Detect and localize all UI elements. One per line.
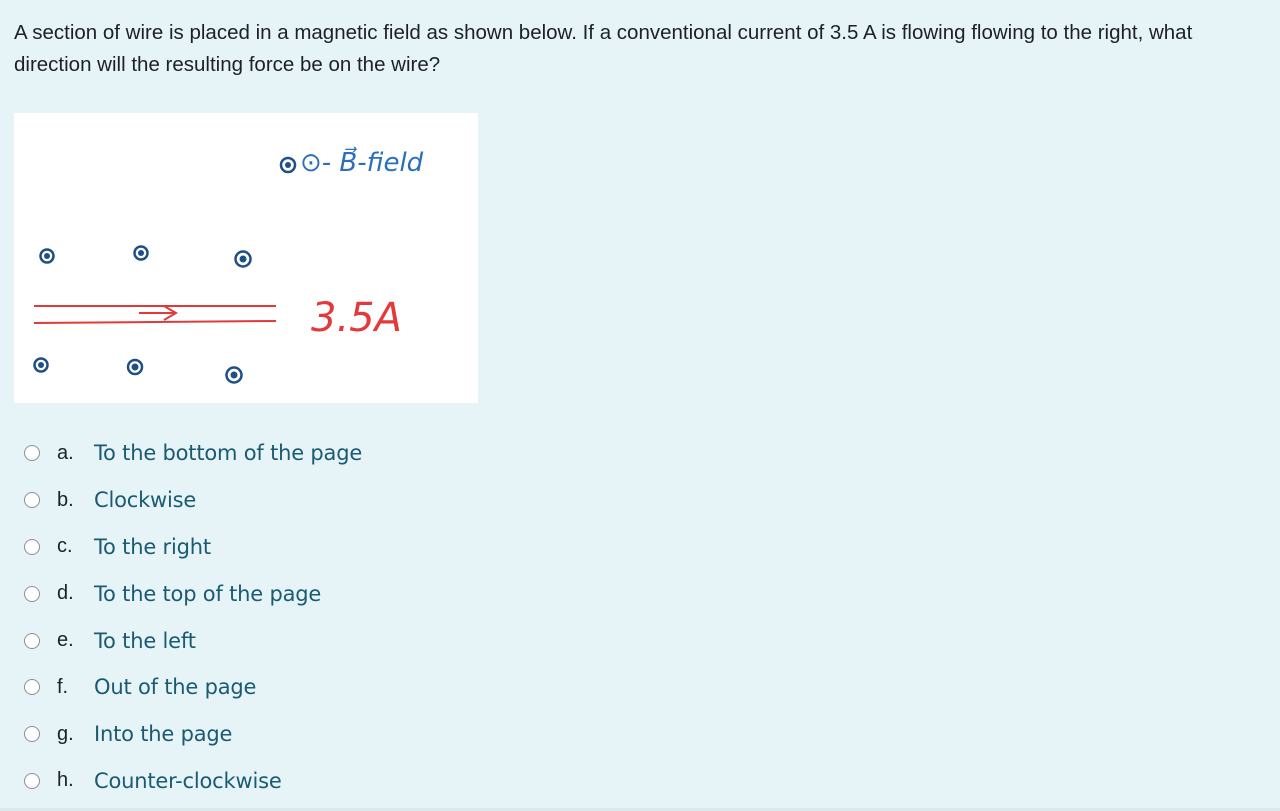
option-letter: g. — [57, 722, 74, 745]
option-d[interactable] — [24, 570, 624, 617]
field-dot-bottom-3 — [227, 368, 242, 383]
radio-button-icon[interactable] — [24, 445, 40, 461]
option-letter: d. — [57, 582, 74, 605]
field-label: ⊙- B⃗-field — [300, 148, 424, 178]
field-dot-bottom-1 — [35, 359, 48, 372]
option-text[interactable]: To the left — [94, 628, 196, 653]
radio-button-icon[interactable] — [24, 633, 40, 649]
option-e[interactable] — [24, 617, 624, 664]
magnetic-field-diagram — [14, 113, 478, 403]
current-wire — [34, 295, 402, 341]
option-text[interactable]: Out of the page — [94, 675, 257, 700]
option-f[interactable] — [24, 664, 624, 711]
option-letter: h. — [57, 769, 74, 792]
option-letter: f. — [57, 675, 69, 698]
field-dot-top-3 — [236, 252, 251, 267]
radio-button-icon[interactable] — [24, 773, 40, 789]
field-dot-bottom-2 — [128, 360, 142, 374]
option-text[interactable]: Into the page — [94, 722, 233, 747]
option-text[interactable]: Clockwise — [94, 488, 197, 513]
option-text[interactable]: Counter-clockwise — [94, 768, 282, 793]
option-text[interactable]: To the top of the page — [94, 581, 322, 606]
field-dot-top-1 — [41, 250, 54, 263]
radio-button-icon[interactable] — [24, 586, 40, 602]
radio-button-icon[interactable] — [24, 492, 40, 508]
option-a[interactable] — [24, 430, 624, 477]
current-arrow-icon — [139, 306, 176, 320]
question-text: A section of wire is placed in a magnetic field as shown below. If a conventional current of 3.5 A is flowing flowing to the right, what direction will the resulting force be on the wire? — [14, 21, 1193, 76]
field-dot-top-2 — [135, 247, 148, 260]
diagram-svg — [14, 113, 478, 403]
radio-button-icon[interactable] — [24, 539, 40, 555]
option-text[interactable]: To the right — [94, 534, 211, 559]
option-letter: b. — [57, 488, 74, 511]
option-letter: c. — [57, 535, 73, 558]
answer-options — [24, 430, 624, 804]
option-b[interactable] — [24, 477, 624, 524]
option-letter: e. — [57, 629, 74, 652]
field-legend — [281, 146, 424, 178]
radio-button-icon[interactable] — [24, 679, 40, 695]
radio-button-icon[interactable] — [24, 726, 40, 742]
option-text[interactable]: To the bottom of the page — [94, 441, 363, 466]
option-c[interactable] — [24, 524, 624, 571]
option-h[interactable] — [24, 758, 624, 805]
option-g[interactable] — [24, 711, 624, 758]
option-letter: a. — [57, 441, 74, 464]
current-label: 3.5A — [311, 295, 402, 341]
